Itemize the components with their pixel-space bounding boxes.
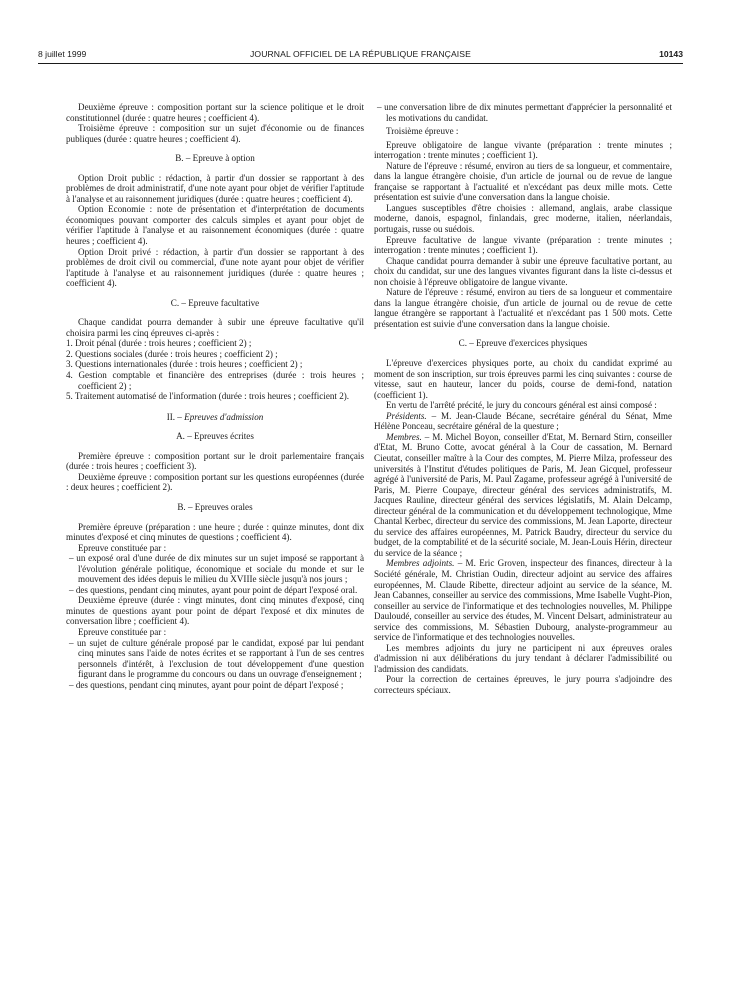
section-heading: C. – Epreuve facultative	[170, 297, 260, 308]
paragraph: Option Droit privé : rédaction, à partir d'un dossier se rapportant à des problèmes de droit civil ou commercial, d'une note ayant pour objet de vérifier l'aptitude à l'analyse et au raisonnement juridiques (durée : quatre heures ; coefficient 4).	[66, 246, 364, 289]
header-date: 8 juillet 1999	[38, 49, 87, 59]
jury-presidents	[374, 411, 672, 432]
paragraph: Troisième épreuve : composition sur un sujet d'économie ou de finances publiques (durée : quatre heures ; coefficient 4).	[66, 123, 364, 144]
left-column	[66, 102, 364, 690]
section-heading: B. – Epreuves orales	[177, 501, 253, 512]
section-heading: B. – Epreuve à option	[175, 153, 255, 164]
paragraph: Epreuve constituée par :	[78, 542, 167, 553]
jury-label: Membres adjoints.	[386, 558, 455, 569]
paragraph: Option Droit public : rédaction, à partir d'un dossier se rapportant à des problèmes de droit administratif, d'une note ayant pour objet de vérifier l'aptitude à l'analyse et au raisonnement juridiques (durée : quatre heures ; coefficient 4).	[66, 172, 364, 204]
page-header	[38, 47, 683, 64]
list-item: 5. Traitement automatisé de l'information (durée : trois heures ; coefficient 2).	[66, 391, 350, 402]
header-journal-title: JOURNAL OFFICIEL DE LA RÉPUBLIQUE FRANÇAISE	[250, 49, 471, 59]
paragraph: Deuxième épreuve : composition portant sur les questions européennes (durée : deux heures ; coefficient 2).	[66, 471, 364, 493]
dash-item: – des questions, pendant cinq minutes, ayant pour point de départ l'exposé oral.	[66, 585, 364, 596]
paragraph: Option Economie : note de présentation et d'interprétation de documents économiques pouvant comporter des calculs simples et ayant pour objet de vérifier l'aptitude à l'analyse et au raisonnement économiques (durée : quatre heures ; coefficient 4).	[66, 204, 364, 247]
paragraph: Les membres adjoints du jury ne participent ni aux épreuves orales d'admission ni aux délibérations du jury tendant à déclarer l'admissibilité ou l'admission des candidats.	[374, 642, 672, 674]
paragraph: Epreuve facultative de langue vivante (préparation : trente minutes ; interrogation : trente minutes ; coefficient 1).	[374, 234, 672, 256]
dash-item: – un exposé oral d'une durée de dix minutes sur un sujet imposé se rapportant à l'évolution générale politique, économique et sociale du monde et sur le mouvement des idées depuis le milieu du XVIIIe siècle jusqu'à nos jours ;	[66, 553, 364, 585]
header-page-number: 10143	[659, 49, 683, 59]
right-column	[374, 102, 672, 696]
paragraph: Langues susceptibles d'être choisies : allemand, anglais, arabe classique moderne, danois, espagnol, finlandais, grec moderne, italien, néerlandais, portugais, russe ou suédois.	[374, 202, 672, 235]
jury-adjoints	[374, 558, 672, 642]
paragraph: Deuxième épreuve : composition portant sur la science politique et le droit constitutionnel (durée : quatre heures ; coefficient 4).	[66, 102, 364, 123]
paragraph: Pour la correction de certaines épreuves, le jury pourra s'adjoindre des correcteurs spéciaux.	[374, 674, 672, 695]
paragraph: Troisième épreuve :	[386, 126, 459, 137]
list-item: 3. Questions internationales (durée : trois heures ; coefficient 2) ;	[66, 359, 303, 370]
dash-item: – une conversation libre de dix minutes permettant d'apprécier la personnalité et les motivations du candidat.	[374, 102, 672, 123]
paragraph: L'épreuve d'exercices physiques porte, au choix du candidat exprimé au moment de son inscription, sur trois épreuves parmi les cinq suivantes : course de vitesse, saut en hauteur, lancer du poids, course de demi-fond, natation (coefficient 1).	[374, 358, 672, 400]
paragraph: Chaque candidat pourra demander à subir une épreuve facultative qu'il choisira parmi les cinq épreuves ci-après :	[66, 317, 364, 338]
paragraph: Chaque candidat pourra demander à subir une épreuve facultative portant, au choix du candidat, sur une des langues vivantes figurant dans la liste ci-dessus et non choisie à l'épreuve obligatoire de langue vivante.	[374, 255, 672, 287]
jury-text: – M. Jean-Claude Bécane, secrétaire général du Sénat, Mme Hélène Ponceau, secrétaire général de la questure ;	[374, 410, 672, 432]
paragraph: Première épreuve (préparation : une heure ; durée : quinze minutes, dont dix minutes d'exposé et cinq minutes de questions ; coefficient 4).	[66, 521, 364, 543]
part-heading	[66, 412, 364, 423]
jury-members	[374, 432, 672, 559]
paragraph: Epreuve constituée par :	[78, 626, 167, 637]
paragraph: Epreuve obligatoire de langue vivante (préparation : trente minutes ; interrogation : trente minutes ; coefficient 1).	[374, 139, 672, 161]
paragraph: Nature de l'épreuve : résumé, environ au tiers de sa longueur, et commentaire, dans la langue étrangère choisie, d'un article de journal ou de revue de langue française se rapportant à l'actualité et n'excédant pas deux mille mots. Cette présentation est suivie d'une conversation dans la langue choisie.	[374, 160, 672, 203]
jury-text: – M. Eric Groven, inspecteur des finances, directeur à la Société générale, M. Christian Oudin, directeur adjoint au service des affaires européennes, M. Claude Ribette, directeur adjoint au service de la séance, M. Jean Cabannes, conseiller au service des commissions, Mme Isabelle Vught-Pion, conseiller au service de l'informatique et des technologies nouvelles, M. Philippe Dauloudé, conseiller au service des études, M. Vincent Delsart, administrateur au service des commissions, M. Sébastien Dubourg, analyste-programmeur au service de l'informatique et des technologies nouvelles.	[374, 558, 672, 643]
section-heading: C. – Epreuve d'exercices physiques	[458, 338, 588, 349]
jury-text: – M. Michel Boyon, conseiller d'Etat, M. Bernard Stirn, conseiller d'Etat, M. Bruno Cotte, avocat général à la Cour de cassation, M. Bernard Cieutat, conseiller maître à la Cour des comptes, M. Pierre Milza, professeur des universités à l'Institut d'études politiques de Paris, M. Jean Gicquel, professeur agrégé à l'université de Paris, M. Paul Zagame, professeur agrégé à l'université de Paris, M. Pierre Coupaye, directeur général des services administratifs, M. Jacques Rauline, directeur général des services législatifs, M. Alain Delcamp, directeur général de la communication et du développement technologique, Mme Chantal Kerbec, directeur du service des commissions, M. Jean Laporte, directeur du service des affaires européennes, M. Patrick Baudry, directeur du service du budget, de la comptabilité et de la sécurité sociale, M. Jean-Louis Hérin, directeur du service de la séance ;	[374, 431, 672, 558]
list-item: 1. Droit pénal (durée : trois heures ; coefficient 2) ;	[66, 338, 252, 349]
list-item: 4. Gestion comptable et financière des entreprises (durée : trois heures ; coefficient 2) ;	[66, 370, 364, 391]
paragraph: Deuxième épreuve (durée : vingt minutes, dont cinq minutes d'exposé, cinq minutes de questions ayant pour point de départ l'exposé et dix minutes de conversation libre ; coefficient 4).	[66, 595, 364, 627]
paragraph: Première épreuve : composition portant sur le droit parlementaire français (durée : trois heures ; coefficient 3).	[66, 450, 364, 472]
jury-label: Membres.	[386, 431, 422, 442]
section-heading: A. – Epreuves écrites	[176, 431, 254, 442]
paragraph: En vertu de l'arrêté précité, le jury du concours général est ainsi composé :	[386, 400, 657, 411]
part-heading-title: Epreuves d'admission	[184, 411, 264, 422]
jury-label: Présidents.	[386, 410, 427, 421]
part-heading-prefix: II. –	[166, 411, 185, 422]
dash-item: – un sujet de culture générale proposé par le candidat, exposé par lui pendant cinq minutes sans l'aide de notes écrites et se rapportant à l'un de ses centres personnels d'intérêt, à l'exclusion de tout développement d'une question figurant dans le programme du concours ou dans un ouvrage d'enseignement ;	[66, 638, 364, 680]
list-item: 2. Questions sociales (durée : trois heures ; coefficient 2) ;	[66, 348, 278, 359]
dash-item: – des questions, pendant cinq minutes, ayant pour point de départ l'exposé ;	[66, 680, 364, 691]
paragraph: Nature de l'épreuve : résumé, environ au tiers de sa longueur et commentaire dans la langue étrangère choisie, d'un article de journal ou de revue de cette langue étrangère se rapportant à l'actualité et n'excédant pas 1 500 mots. Cette présentation est suivie d'une conversation dans la langue choisie.	[374, 287, 672, 329]
